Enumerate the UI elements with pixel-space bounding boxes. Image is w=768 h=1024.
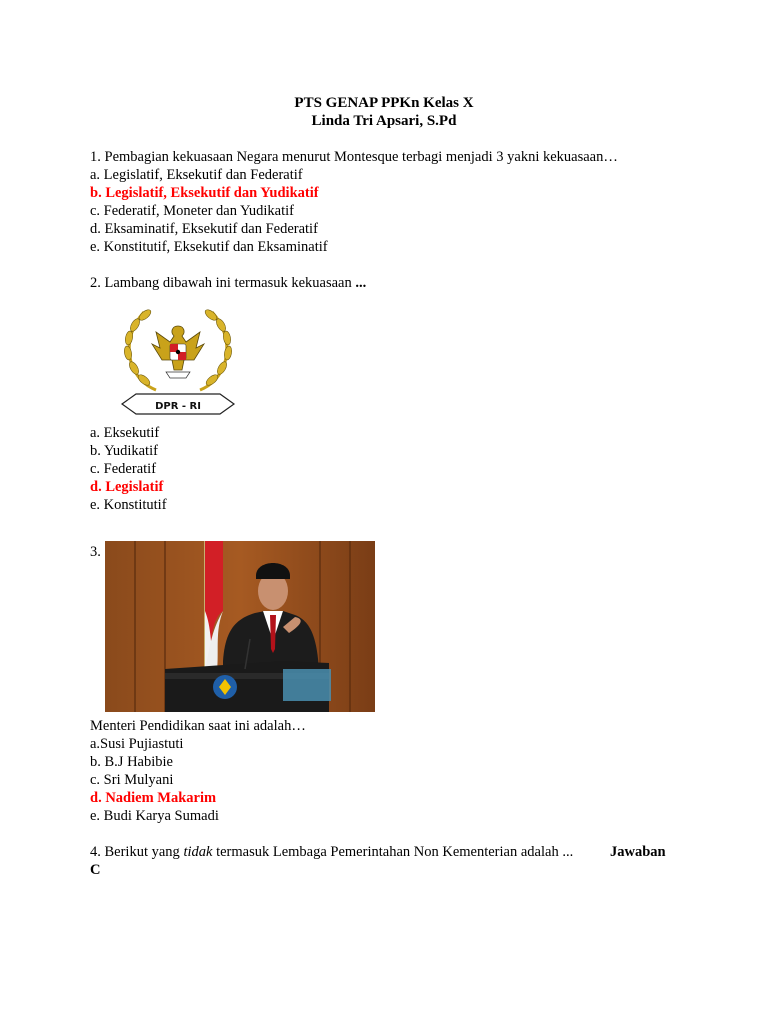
q2-option-c: c. Federatif: [90, 461, 157, 477]
q3-option-c: c. Sri Mulyani: [90, 772, 174, 788]
q3-option-d-correct: d. Nadiem Makarim: [90, 790, 217, 806]
question-1-text: 1. Pembagian kekuasaan Negara menurut Montesque terbagi menjadi 3 yakni kekuasaan…: [90, 149, 618, 165]
question-2-text: [90, 274, 366, 292]
dpr-emblem-graphic: [116, 298, 240, 418]
question-2-body: 2. Lambang dibawah ini termasuk kekuasaan: [90, 275, 356, 291]
document-title: PTS GENAP PPKn Kelas X: [294, 95, 474, 111]
q1-option-d: d. Eksaminatif, Eksekutif dan Federatif: [90, 221, 318, 237]
minister-photo: [105, 541, 375, 712]
emblem-banner-text: DPR - RI: [155, 401, 201, 412]
garuda-icon: [152, 326, 204, 378]
q3-option-a: a.Susi Pujiastuti: [90, 736, 184, 752]
q3-option-b: b. B.J Habibie: [90, 754, 173, 770]
q3-option-e: e. Budi Karya Sumadi: [90, 808, 219, 824]
q4-rest: termasuk Lembaga Pemerintahan Non Kementerian adalah ...: [212, 844, 574, 860]
minister-photo-graphic: [105, 541, 375, 712]
question-2-ellipsis: ...: [355, 275, 367, 291]
q2-option-b: b. Yudikatif: [90, 443, 158, 459]
question-3-text: Menteri Pendidikan saat ini adalah…: [90, 718, 306, 734]
q4-prefix: 4. Berikut yang: [90, 844, 184, 860]
q4-answer-value: C: [90, 862, 101, 878]
question-4-text: [90, 843, 573, 861]
q2-option-e: e. Konstitutif: [90, 497, 167, 513]
q1-option-a: a. Legislatif, Eksekutif dan Federatif: [90, 167, 303, 183]
q2-option-d-correct: d. Legislatif: [90, 479, 164, 495]
q4-italic-word: tidak: [183, 844, 213, 860]
dpr-ri-emblem: [116, 298, 240, 418]
q4-answer-label: Jawaban: [610, 844, 666, 860]
q2-option-a: a. Eksekutif: [90, 425, 160, 441]
q1-option-c: c. Federatif, Moneter dan Yudikatif: [90, 203, 295, 219]
document-author: Linda Tri Apsari, S.Pd: [311, 113, 457, 129]
q1-option-b-correct: b. Legislatif, Eksekutif dan Yudikatif: [90, 185, 319, 201]
q1-option-e: e. Konstitutif, Eksekutif dan Eksaminatif: [90, 239, 328, 255]
question-3-number: 3.: [90, 544, 101, 560]
